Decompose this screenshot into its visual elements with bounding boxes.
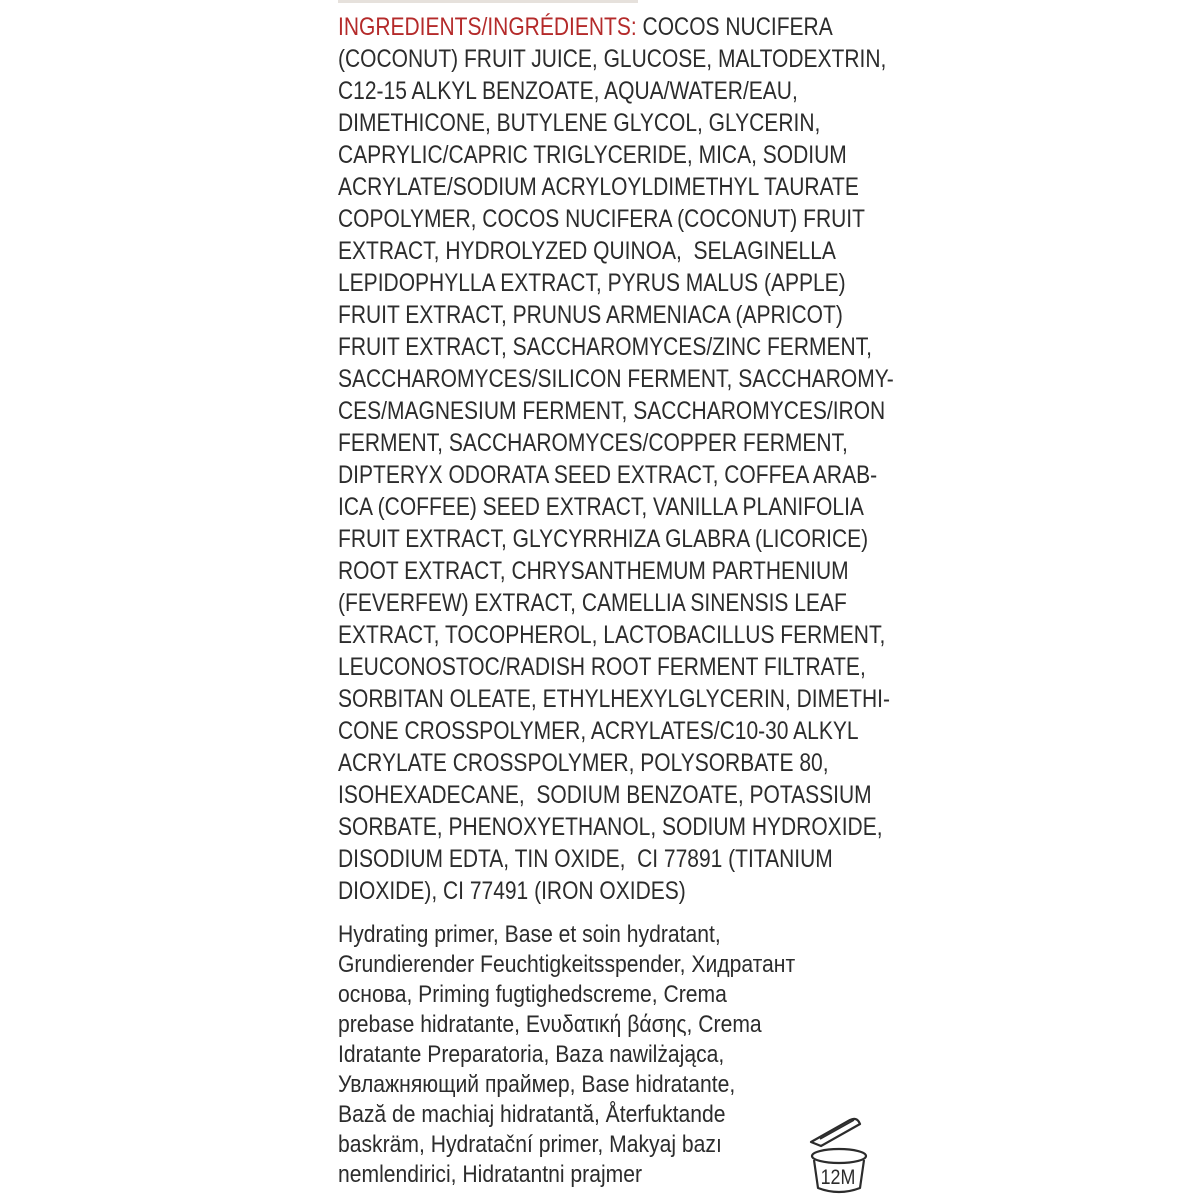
ingredients-line: SORBITAN OLEATE, ETHYLHEXYLGLYCERIN, DIMETHI- (338, 685, 890, 713)
ingredients-line: EXTRACT, TOCOPHEROL, LACTOBACILLUS FERMENT, (338, 621, 886, 649)
ingredients-line: (FEVERFEW) EXTRACT, CAMELLIA SINENSIS LEAF (338, 589, 847, 617)
ingredients-line: SACCHAROMYCES/SILICON FERMENT, SACCHAROMY- (338, 365, 894, 393)
ingredients-list (338, 11, 894, 907)
ingredients-line: EXTRACT, HYDROLYZED QUINOA, SELAGINELLA (338, 237, 836, 265)
description-line: Увлажняющий праймер, Base hidratante, (338, 1071, 736, 1098)
ingredients-line: FRUIT EXTRACT, GLYCYRRHIZA GLABRA (LICORICE) (338, 525, 869, 553)
ingredients-line: ISOHEXADECANE, SODIUM BENZOATE, POTASSIUM (338, 781, 872, 809)
description-line: Grundierender Feuchtigkeitsspender, Хидратант (338, 951, 796, 978)
ingredients-line: DIMETHICONE, BUTYLENE GLYCOL, GLYCERIN, (338, 109, 821, 137)
ingredients-line: C12-15 ALKYL BENZOATE, AQUA/WATER/EAU, (338, 77, 798, 105)
ingredients-line: FERMENT, SACCHAROMYCES/COPPER FERMENT, (338, 429, 848, 457)
ingredients-text: COCOS NUCIFERA (636, 13, 833, 41)
ingredients-line: ROOT EXTRACT, CHRYSANTHEMUM PARTHENIUM (338, 557, 849, 585)
ingredients-line: LEPIDOPHYLLA EXTRACT, PYRUS MALUS (APPLE) (338, 269, 846, 297)
ingredients-line: FRUIT EXTRACT, PRUNUS ARMENIACA (APRICOT) (338, 301, 843, 329)
ingredients-line: DISODIUM EDTA, TIN OXIDE, CI 77891 (TITANIUM (338, 845, 833, 873)
ingredients-line: CONE CROSSPOLYMER, ACRYLATES/C10-30 ALKYL (338, 717, 859, 745)
ingredients-line: ACRYLATE/SODIUM ACRYLOYLDIMETHYL TAURATE (338, 173, 859, 201)
ingredients-line: SORBATE, PHENOXYETHANOL, SODIUM HYDROXIDE, (338, 813, 883, 841)
ingredients-line: CAPRYLIC/CAPRIC TRIGLYCERIDE, MICA, SODIUM (338, 141, 847, 169)
ingredients-line: (COCONUT) FRUIT JUICE, GLUCOSE, MALTODEXTRIN, (338, 45, 887, 73)
description-line: Bază de machiaj hidratantă, Återfuktande (338, 1101, 726, 1128)
description-line: prebase hidratante, Ενυδατική βάσης, Crema (338, 1011, 762, 1038)
ingredients-line-1 (338, 11, 833, 43)
description-line: основа, Priming fugtighedscreme, Crema (338, 981, 727, 1008)
ingredients-line: FRUIT EXTRACT, SACCHAROMYCES/ZINC FERMENT, (338, 333, 872, 361)
ingredients-line: DIPTERYX ODORATA SEED EXTRACT, COFFEA ARAB- (338, 461, 878, 489)
ingredients-line: COPOLYMER, COCOS NUCIFERA (COCONUT) FRUIT (338, 205, 865, 233)
product-description-translations (338, 920, 884, 1190)
ingredients-label: INGREDIENTS/INGRÉDIENTS: (338, 13, 637, 41)
ingredients-line: CES/MAGNESIUM FERMENT, SACCHAROMYCES/IRON (338, 397, 886, 425)
period-after-opening-symbol (806, 1112, 870, 1194)
ingredients-line: ACRYLATE CROSSPOLYMER, POLYSORBATE 80, (338, 749, 829, 777)
ingredients-line: ICA (COFFEE) SEED EXTRACT, VANILLA PLANIFOLIA (338, 493, 864, 521)
ingredients-line: LEUCONOSTOC/RADISH ROOT FERMENT FILTRATE, (338, 653, 866, 681)
description-line: baskräm, Hydratační primer, Makyaj bazı (338, 1131, 722, 1158)
pao-label: 12M (820, 1166, 856, 1189)
top-divider (338, 0, 638, 3)
description-line: nemlendirici, Hidratantni prajmer (338, 1161, 643, 1188)
description-line: Hydrating primer, Base et soin hydratant, (338, 921, 721, 948)
ingredients-line: DIOXIDE), CI 77491 (IRON OXIDES) (338, 877, 686, 905)
description-line: Idratante Preparatoria, Baza nawilżająca, (338, 1041, 725, 1068)
